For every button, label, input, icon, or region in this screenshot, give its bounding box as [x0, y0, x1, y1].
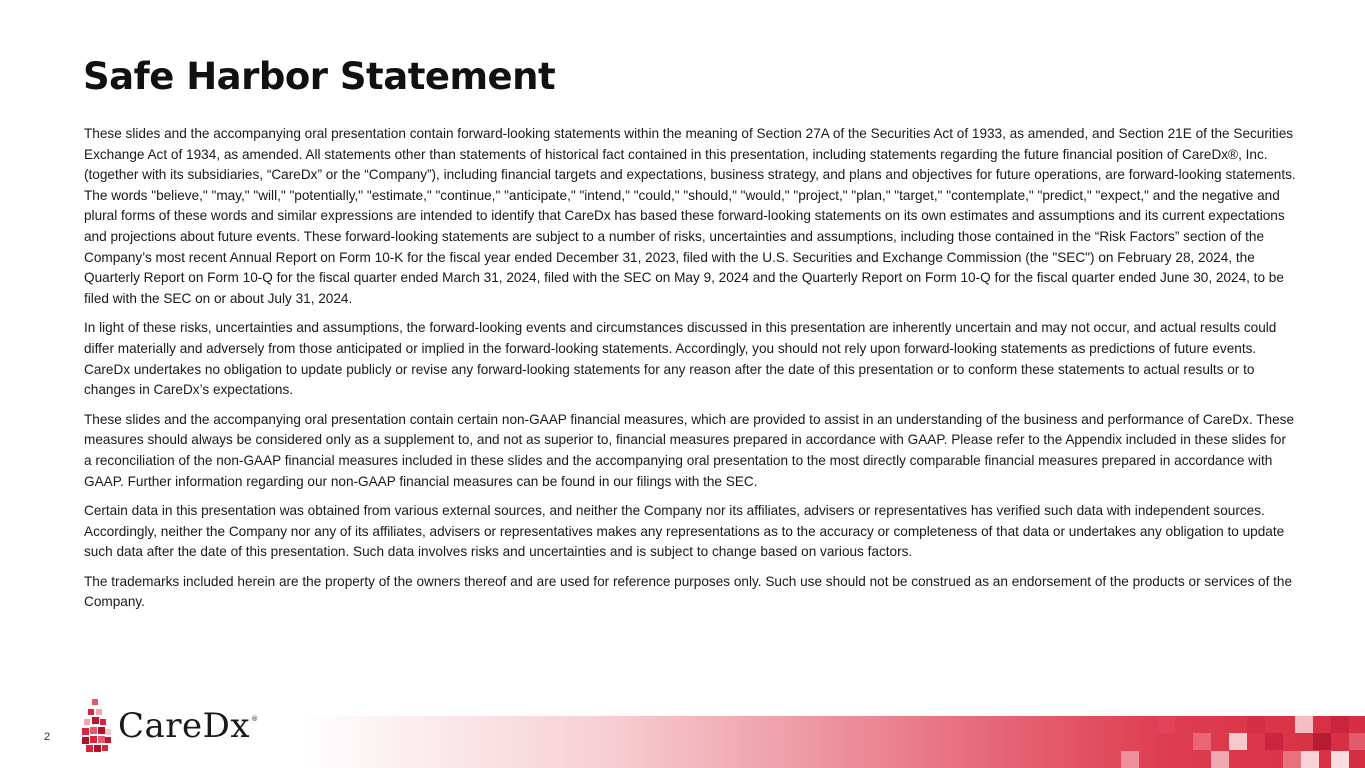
paragraph-risks: In light of these risks, uncertainties and assumptions, the forward-looking events and circumstances discussed in this presentation are inherently uncertain and may not occur, and actual results could differ materially and adversely from those anticipated or implied in the forward-looking statements. Accordingly, you should not rely upon forward-looking statements as predictions of future events. CareDx undertakes no obligation to update publicly or revise any forward-looking statements for any reason after the date of this presentation or to conform these statements to actual results or to changes in CareDx’s expectations. [84, 320, 1277, 398]
footer-pixel [1265, 733, 1283, 750]
footer-pixel [1295, 716, 1313, 733]
paragraph-trademarks: The trademarks included herein are the property of the owners thereof and are used for reference purposes only. Such use should not be construed as an endorsement of the products or services of the Company. [84, 573, 1293, 610]
footer-pixel [1157, 716, 1175, 733]
footer-pixel [1121, 751, 1139, 768]
caredx-logo-icon [82, 699, 112, 753]
footer-pixel [1283, 751, 1301, 768]
footer-pixel [1331, 751, 1349, 768]
footer-pixel [1301, 751, 1319, 768]
paragraph-non-gaap: These slides and the accompanying oral presentation contain certain non-GAAP financial measures, which are provided to assist in an understanding of the business and performance of CareDx. These measures should always be considered only as a supplement to, and not as superior to, financial measures prepared in accordance with GAAP. Please refer to the Appendix included in these slides for a reconciliation of the non-GAAP financial measures included in these slides and the accompanying oral presentation to the most directly comparable financial measures prepared in accordance with GAAP. Further information regarding our non-GAAP financial measures can be found in our filings with the SEC. [84, 411, 1295, 489]
footer-pixel [1349, 733, 1365, 750]
slide-title: Safe Harbor Statement [83, 55, 556, 98]
footer-pixel [1211, 751, 1229, 768]
paragraph-forward-looking: These slides and the accompanying oral presentation contain forward-looking statements within the meaning of Section 27A of the Securities Act of 1933, as amended, and Section 21E of the Securities Exchange Act of 1934, as amended. All statements other than statements of historical fact contained in this presentation, including statements regarding the future financial position of CareDx®, Inc. (together with its subsidiaries, “CareDx” or the “Company”), including financial targets and expectations, business strategy, and plans and objectives for future operations, are forward-looking statements. The words "believe," "may," "will," "potentially," "estimate," "continue," "anticipate," "intend," "could," "should," "would," "project," "plan," "target," "contemplate," "predict," "expect," and the negative and plural forms of these words and similar expressions are intended to identify that CareDx has based these forward-looking statements on its own estimates and assumptions and its current expectations and projections about future events. These forward-looking statements are subject to a number of risks, uncertainties and assumptions, including those contained in the “Risk Factors” section of the Company’s most recent Annual Report on Form 10-K for the fiscal year ended December 31, 2023, filed with the U.S. Securities and Exchange Commission (the "SEC") on February 28, 2024, the Quarterly Report on Form 10-Q for the fiscal quarter ended March 31, 2024, filed with the SEC on May 9, 2024 and the Quarterly Report on Form 10-Q for the fiscal quarter ended June 30, 2024, to be filed with the SEC on or about July 31, 2024. [84, 126, 1296, 306]
footer-pixel [1331, 716, 1349, 733]
caredx-logo [82, 697, 258, 753]
footer-pixel [1247, 716, 1265, 733]
page-number: 2 [44, 731, 51, 743]
safe-harbor-body [84, 124, 1297, 622]
footer-pixel [1313, 733, 1331, 750]
paragraph-external-data: Certain data in this presentation was obtained from various external sources, and neither the Company nor its affiliates, advisers or representatives has verified such data with independent sources. Accordingly, neither the Company nor any of its affiliates, advisers or representatives makes any representations as to the accuracy or completeness of that data or undertakes any obligation to update such data after the date of this presentation. Such data involves risks and uncertainties and is subject to change based on various factors. [84, 503, 1285, 560]
caredx-logo-text: CareDx [118, 706, 251, 746]
footer-pixel [1229, 733, 1247, 750]
footer-pixel [1193, 733, 1211, 750]
registered-mark: ® [251, 715, 259, 723]
